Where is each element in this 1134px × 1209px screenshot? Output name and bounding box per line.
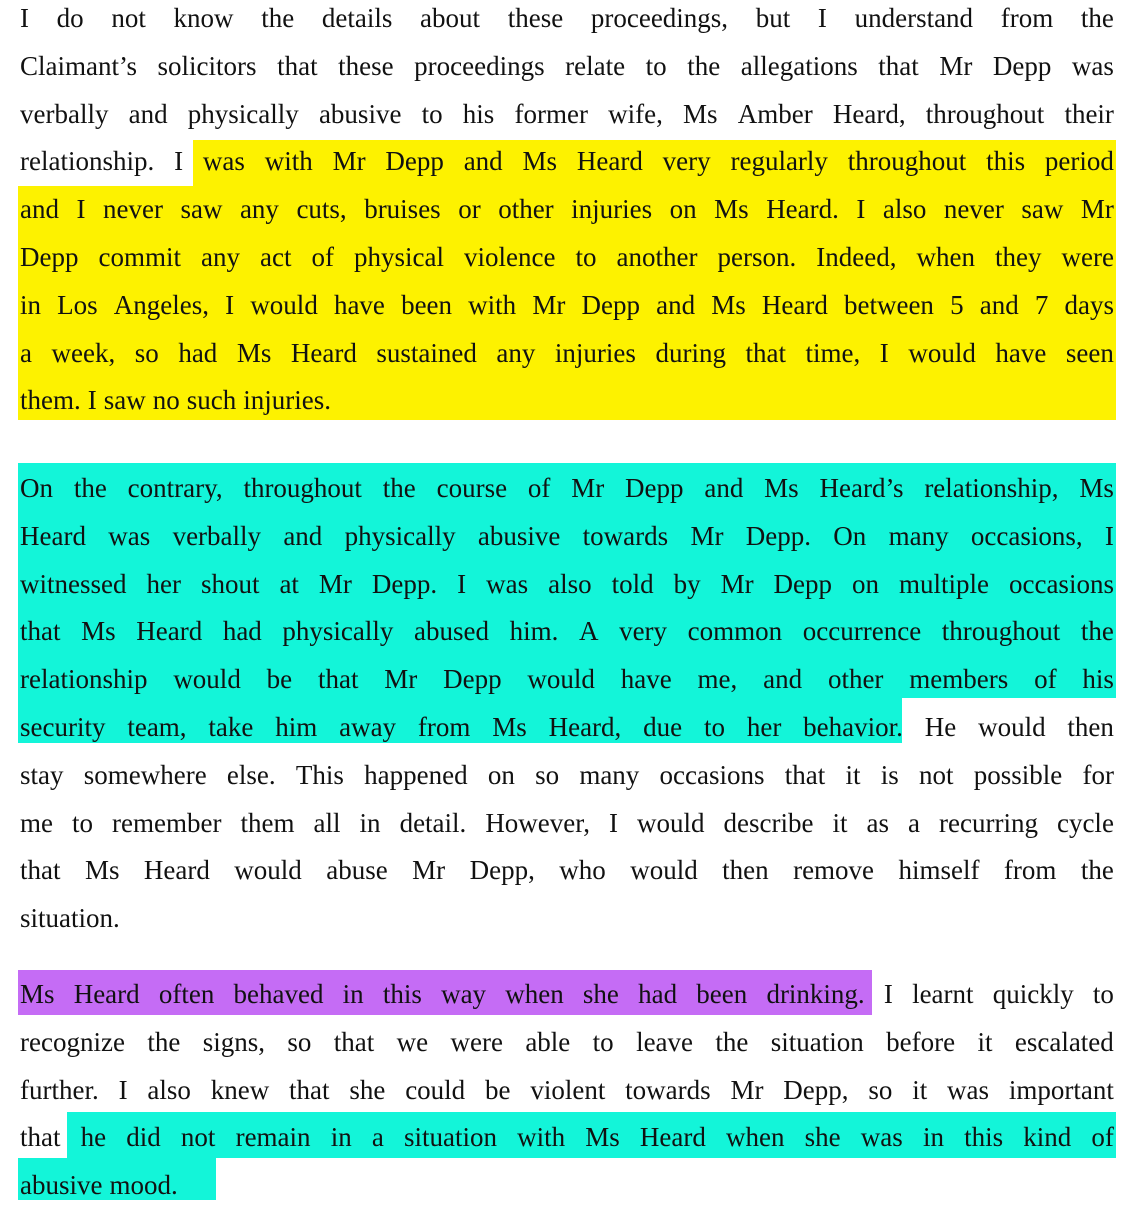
text-line: relationship. I was with Mr Depp and Ms Heard very regularly throughout this period xyxy=(20,146,1114,177)
text-line: further. I also knew that she could be violent towards Mr Depp, so it was important xyxy=(20,1074,1114,1105)
text-line: relationship would be that Mr Depp would have me, and other members of his xyxy=(20,664,1114,695)
text-line: Claimant’s solicitors that these proceedings relate to the allegations that Mr Depp was xyxy=(20,50,1114,81)
text-line: and I never saw any cuts, bruises or other injuries on Ms Heard. I also never saw Mr xyxy=(20,194,1114,225)
text-line: that Ms Heard would abuse Mr Depp, who would then remove himself from the xyxy=(20,855,1114,886)
text-line: me to remember them all in detail. However, I would describe it as a recurring cycle xyxy=(20,807,1114,838)
text-line: recognize the signs, so that we were able to leave the situation before it escalated xyxy=(20,1026,1114,1057)
text-line: abusive mood. xyxy=(20,1170,178,1201)
text-line: in Los Angeles, I would have been with Mr Depp and Ms Heard between 5 and 7 days xyxy=(20,289,1114,320)
text-line: On the contrary, throughout the course of Mr Depp and Ms Heard’s relationship, Ms xyxy=(20,473,1114,503)
text-line: Ms Heard often behaved in this way when she had been drinking. I learnt quickly to xyxy=(20,979,1114,1009)
text-line: a week, so had Ms Heard sustained any injuries during that time, I would have seen xyxy=(20,337,1114,368)
text-line: that Ms Heard had physically abused him. A very common occurrence throughout the xyxy=(20,616,1114,647)
text-line: that he did not remain in a situation with Ms Heard when she was in this kind of xyxy=(20,1122,1114,1153)
text-line: Heard was verbally and physically abusive towards Mr Depp. On many occasions, I xyxy=(20,520,1114,551)
text-line: situation. xyxy=(20,903,120,934)
text-line: verbally and physically abusive to his former wife, Ms Amber Heard, throughout their xyxy=(20,98,1114,129)
text-line: witnessed her shout at Mr Depp. I was also told by Mr Depp on multiple occasions xyxy=(20,568,1114,599)
text-line: stay somewhere else. This happened on so many occasions that it is not possible for xyxy=(20,759,1114,790)
text-line: security team, take him away from Ms Heard, due to her behavior. He would then xyxy=(20,712,1114,742)
text-line: I do not know the details about these proceedings, but I understand from the xyxy=(20,3,1114,33)
text-line: Depp commit any act of physical violence to another person. Indeed, when they were xyxy=(20,242,1114,272)
text-line: them. I saw no such injuries. xyxy=(20,385,331,416)
